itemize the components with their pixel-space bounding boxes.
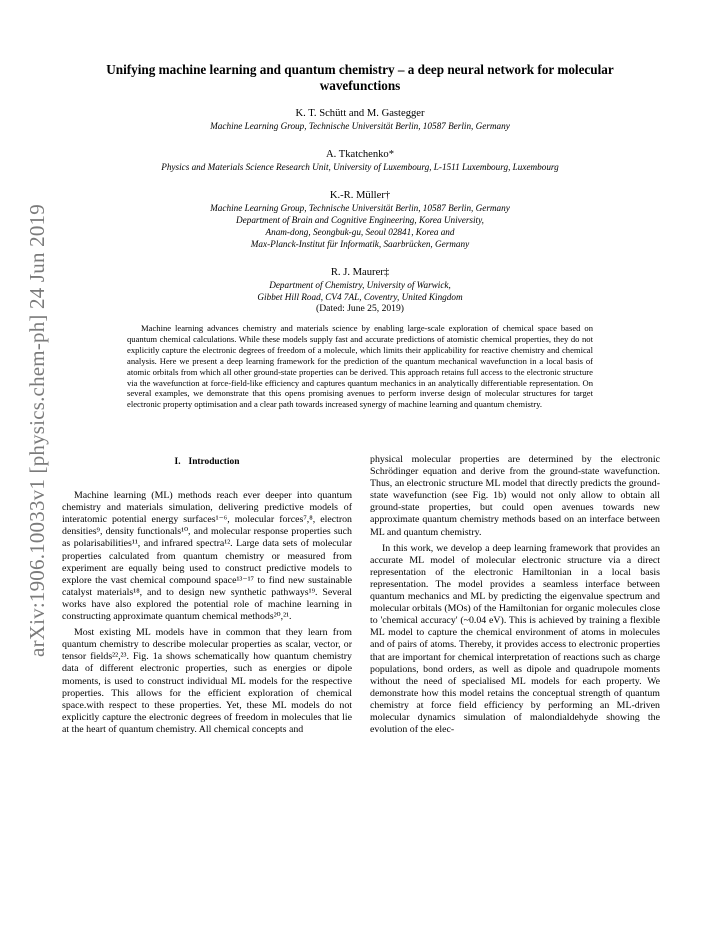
affiliation-line: Machine Learning Group, Technische Universität Berlin, 10587 Berlin, Germany xyxy=(210,203,510,213)
section-title: Introduction xyxy=(188,457,240,467)
affiliation-line: Gibbet Hill Road, CV4 7AL, Coventry, United Kingdom xyxy=(257,292,463,302)
affiliation-line: Department of Chemistry, University of Warwick, xyxy=(269,280,451,290)
author-names: A. Tkatchenko* xyxy=(325,149,395,160)
right-column xyxy=(370,454,660,736)
affiliation-line: Max-Planck-Institut für Informatik, Saarbrücken, Germany xyxy=(250,239,470,249)
paragraph: Machine learning (ML) methods reach ever deeper into quantum chemistry and materials simulation, delivering predictive models of interatomic potential energy surfaces¹⁻⁶, molecular forces⁷,⁸, electron densities⁹, density functionals¹⁰, and molecular response properties such as polarisabilities¹¹, and infrared spectra¹². Large data sets of molecular properties calculated from quantum chemistry or measured from experiment are equally being used to construct predictive models to explore the vast chemical compound space¹³⁻¹⁷ to find new sustainable catalyst materials¹⁸, and to design new synthetic pathways¹⁹. Several works have also explored the potential role of machine learning in constructing approximate quantum chemical methods²⁰,²¹. xyxy=(62,490,352,623)
affiliation-line: Machine Learning Group, Technische Universität Berlin, 10587 Berlin, Germany xyxy=(210,121,510,131)
author-names: R. J. Maurer‡ xyxy=(330,267,390,278)
left-column xyxy=(62,456,352,736)
dated-line: (Dated: June 25, 2019) xyxy=(316,303,404,314)
abstract: Machine learning advances chemistry and materials science by enabling large-scale exploration of chemical space based on quantum chemical calculations. While these models supply fast and accurate predictions of atomistic chemical properties, they do not explicitly capture the electronic degrees of freedom of a molecule, which limits their applicability for reactive chemistry and chemical analysis. Here we present a deep learning framework for the prediction of the quantum mechanical wavefunction in a local basis of atomic orbitals from which all other ground-state properties can be derived. This approach retains full access to the electronic structure via the wavefunction at force-field-like efficiency and captures quantum mechanics in an analytically differentiable representation. On several examples, we demonstrate that this opens promising avenues to perform inverse design of molecular structures for target electronic property optimisation and a clear path towards increased synergy of machine learning and quantum chemistry. xyxy=(127,323,593,410)
section-heading xyxy=(62,456,352,468)
affiliation-line: Physics and Materials Science Research Unit, University of Luxembourg, L-1511 Luxembourg, Luxembourg xyxy=(161,162,559,172)
author-names: K.-R. Müller† xyxy=(329,190,391,201)
arxiv-stamp-text: arXiv:1906.10033v1 [physics.chem-ph] 24 Jun 2019 xyxy=(24,203,49,657)
arxiv-stamp xyxy=(22,203,52,657)
affiliation-line: Department of Brain and Cognitive Engineering, Korea University, xyxy=(236,215,484,225)
paragraph: Most existing ML models have in common that they learn from quantum chemistry to describe molecular properties as scalar, vector, or tensor fields²²,²³. Fig. 1a shows schematically how quantum chemistry data of different electronic properties, such as energies or dipole moments, is used to construct individual ML models for the respective properties. This allows for the efficient exploration of chemical space.with respect to these properties. Yet, these ML models do not explicitly capture the electronic degrees of freedom in molecules that lie at the heart of quantum chemistry. All chemical concepts and xyxy=(62,627,352,735)
section-number: I. xyxy=(174,457,181,467)
paragraph: physical molecular properties are determined by the electronic Schrödinger equation and derive from the ground-state wavefunction. Thus, an electronic structure ML model that directly predicts the ground-state wavefunction (see Fig. 1b) would not only allow to obtain all ground-state properties, but could open avenues towards new approximate quantum chemistry methods based on an interface between ML and quantum chemistry. xyxy=(370,454,660,538)
author-group-4 xyxy=(60,266,660,315)
author-names: K. T. Schütt and M. Gastegger xyxy=(295,108,425,119)
author-group-3 xyxy=(60,189,660,250)
affiliation-line: Anam-dong, Seongbuk-gu, Seoul 02841, Korea and xyxy=(265,227,455,237)
author-group-2 xyxy=(60,148,660,173)
paragraph: In this work, we develop a deep learning framework that provides an accurate ML model of molecular electronic structure via a direct representation of the electronic Hamiltonian in a local basis representation. The model provides a seamless interface between quantum mechanics and ML by predicting the eigenvalue spectrum and molecular orbitals (MOs) of the Hamiltonian for organic molecules close to 'chemical accuracy' (~0.04 eV). This is achieved by training a flexible ML model to capture the chemical environment of atoms in molecules and of pairs of atoms. Thereby, it provides access to electronic properties that are important for chemical interpretation of reactions such as charge populations, bond orders, as well as dipole and quadrupole moments without the need of specialised ML models for each property. We demonstrate how this model retains the conceptual strength of quantum chemistry at force field efficiency by performing an ML-driven molecular dynamics simulation of malondialdehyde showing the evolution of the elec- xyxy=(370,542,660,736)
paper-title: Unifying machine learning and quantum chemistry – a deep neural network for molecular wavefunctions xyxy=(106,62,614,93)
author-group-1 xyxy=(60,107,660,132)
